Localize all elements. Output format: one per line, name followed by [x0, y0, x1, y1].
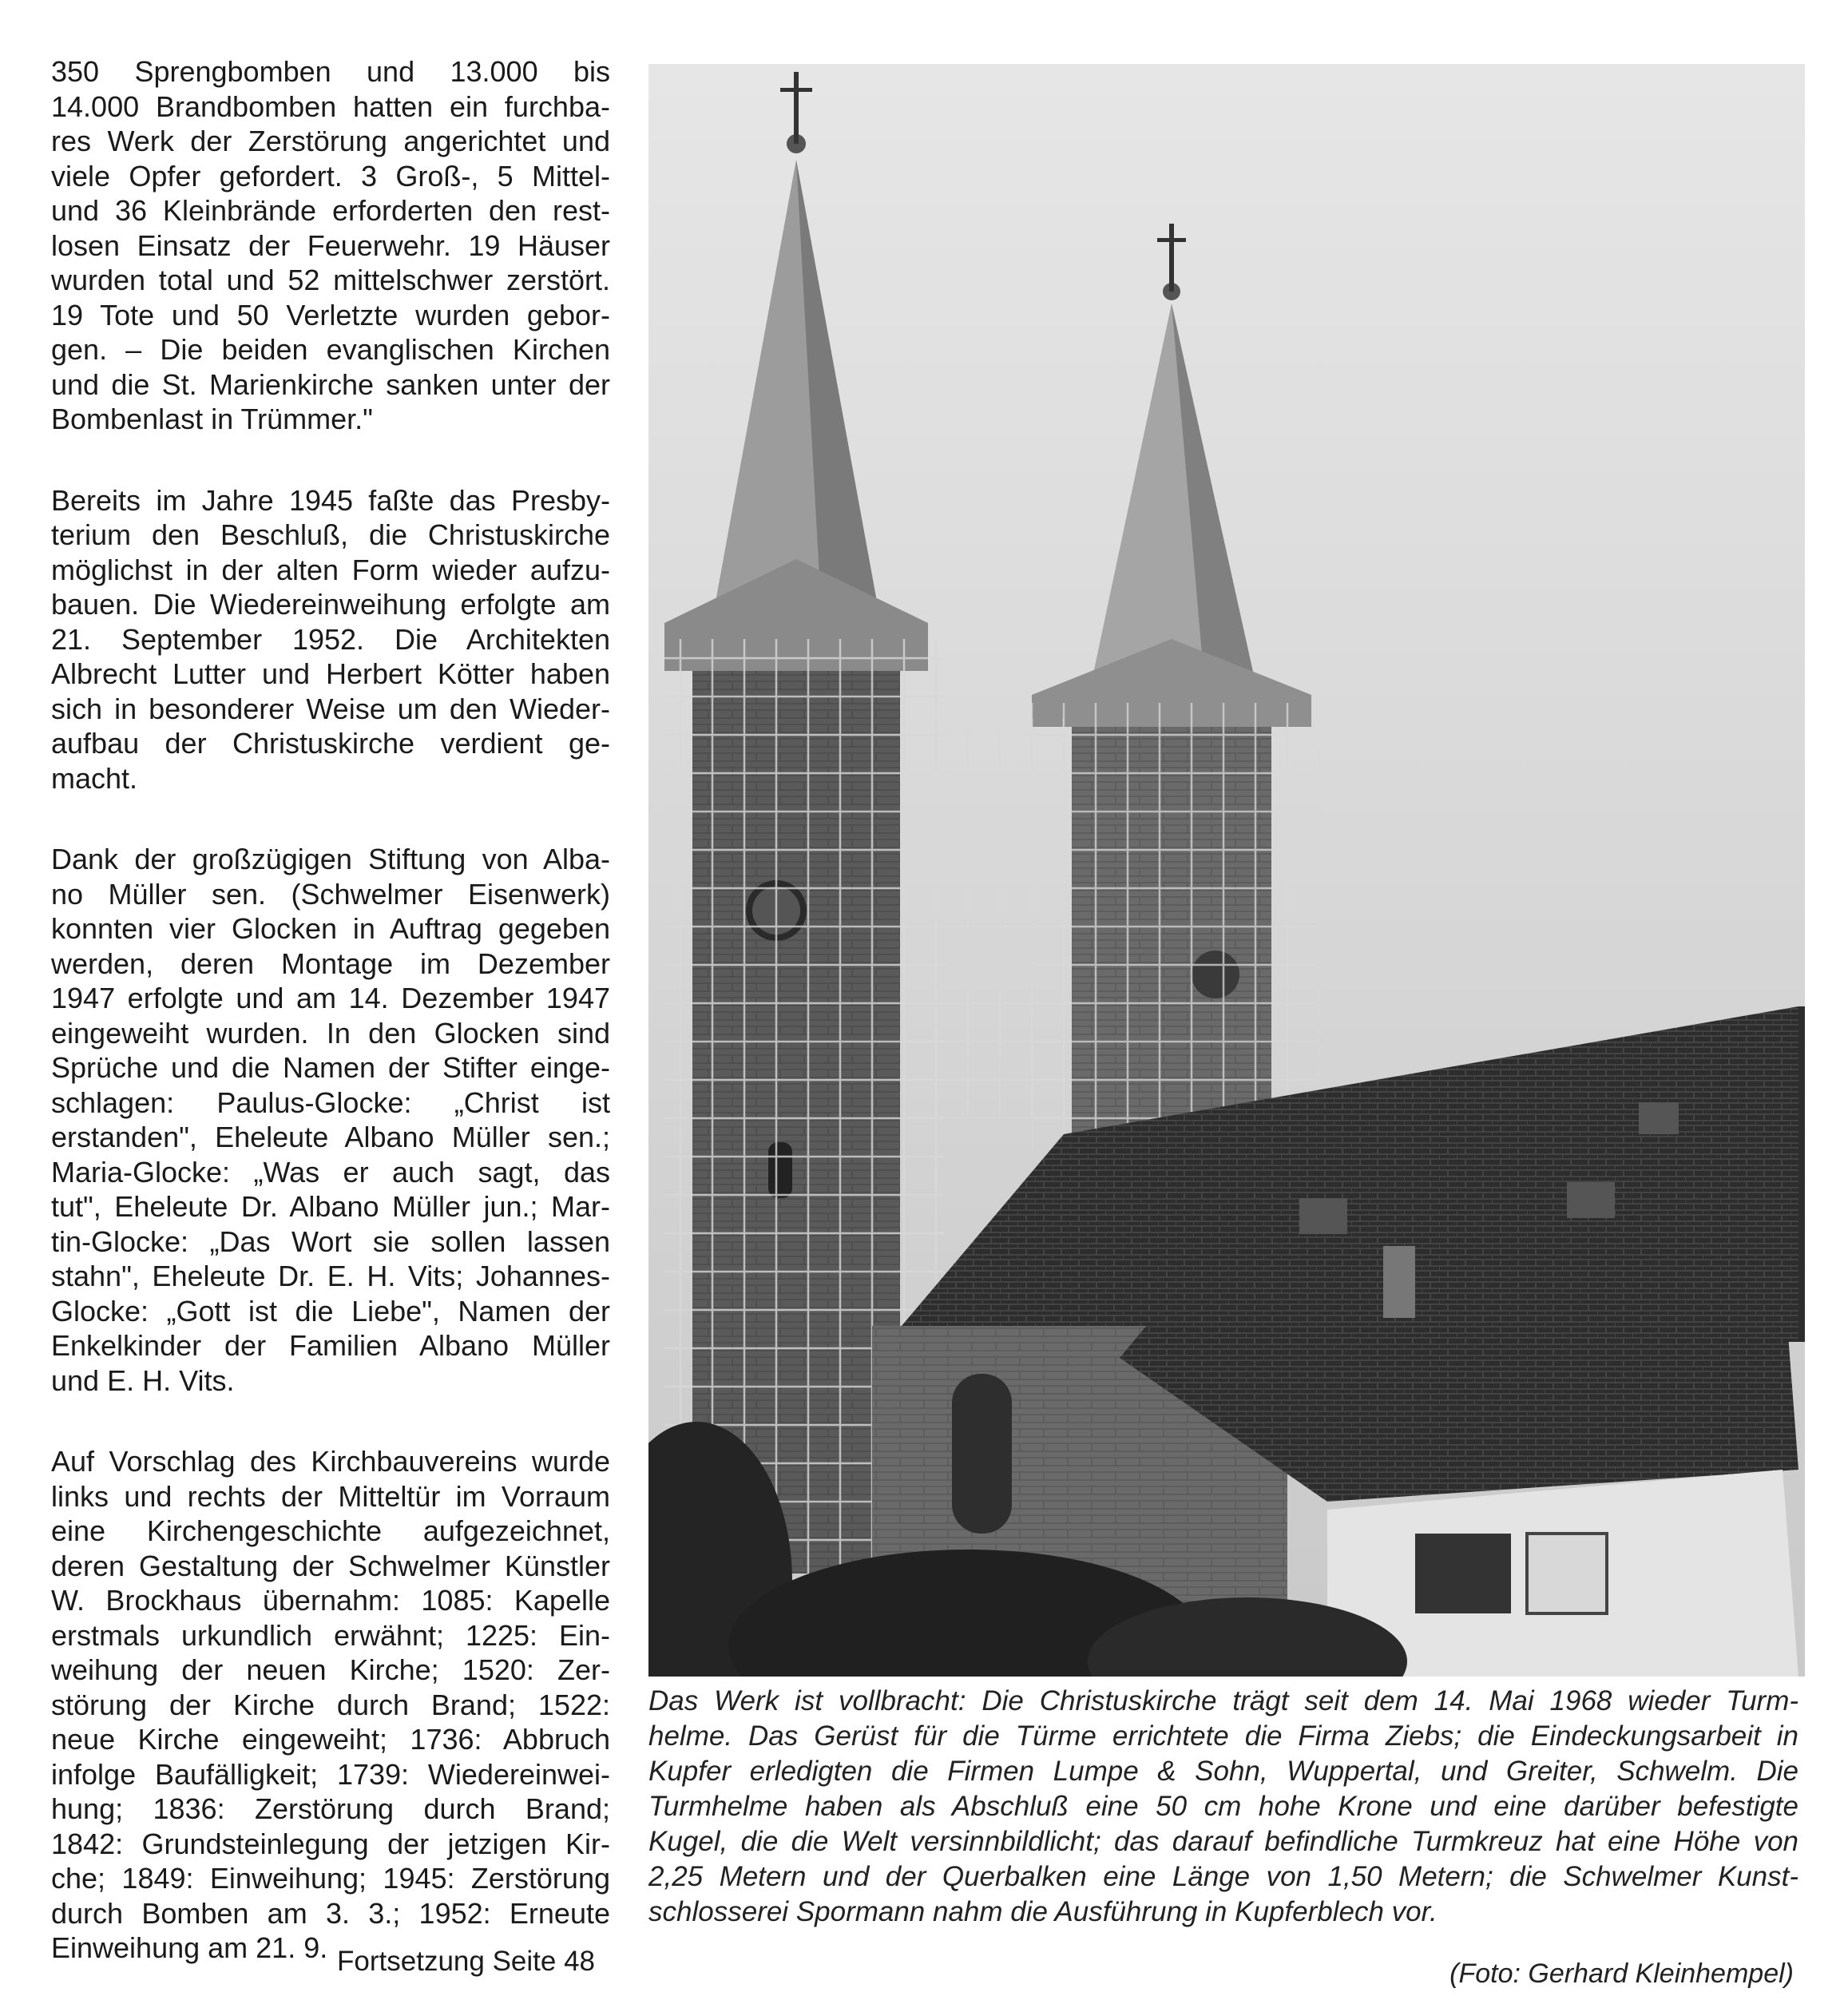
caption-line: 2,25 Metern und der Querbalken eine Länge von 1,50 Metern; die Schwelmer Kunst- [648, 1861, 1798, 1892]
text-line: macht. [51, 761, 138, 795]
text-line: W. Brockhaus übernahm: 1085: Kapelle [51, 1584, 610, 1617]
text-line: Auf Vorschlag des Kirchbauvereins wurde [51, 1445, 610, 1478]
article-text-column [51, 54, 610, 2012]
text-line: tut", Eheleute Dr. Albano Müller jun.; Mar- [51, 1190, 610, 1223]
text-line: no Müller sen. (Schwelmer Eisenwerk) [51, 877, 610, 911]
continuation-note: Fortsetzung Seite 48 [337, 1946, 595, 1977]
text-line: gen. – Die beiden evanglischen Kirchen [51, 333, 610, 366]
caption-line: Das Werk ist vollbracht: Die Christuskirche trägt seit dem 14. Mai 1968 wieder Turm- [648, 1685, 1798, 1716]
photo-caption [648, 1684, 1798, 1930]
text-line: störung der Kirche durch Brand; 1522: [51, 1688, 610, 1721]
text-line: links und rechts der Mitteltür im Vorraum [51, 1479, 610, 1513]
text-line: losen Einsatz der Feuerwehr. 19 Häuser [51, 228, 610, 262]
text-line: 19 Tote und 50 Verletzte wurden gebor- [51, 298, 610, 331]
text-line: che; 1849: Einweihung; 1945: Zerstörung [51, 1862, 610, 1895]
article-paragraph [51, 54, 610, 437]
caption-line: schlosserei Spormann nahm die Ausführung in Kupferblech vor. [648, 1896, 1438, 1927]
text-line: res Werk der Zerstörung angerichtet und [51, 125, 610, 157]
text-line: stahn", Eheleute Dr. E. H. Vits; Johannes- [51, 1260, 610, 1292]
text-line: werden, deren Montage im Dezember [51, 946, 610, 980]
text-line: erstanden", Eheleute Albano Müller sen.; [51, 1121, 610, 1153]
text-line: 350 Sprengbomben und 13.000 bis [51, 55, 610, 88]
text-line: terium den Beschluß, die Christuskirche [51, 518, 610, 551]
caption-line: Kugel, die die Welt versinnbildlicht; das darauf befindliche Turmkreuz hat eine Höhe von [648, 1826, 1798, 1857]
article-paragraph [51, 1444, 610, 1966]
text-line: durch Bomben am 3. 3.; 1952: Erneute [51, 1896, 610, 1930]
text-line: eine Kirchengeschichte aufgezeichnet, [51, 1514, 610, 1547]
text-line: Dank der großzügigen Stiftung von Alba- [51, 843, 610, 875]
text-line: Bereits im Jahre 1945 faßte das Presby- [51, 483, 610, 517]
text-line: Glocke: „Gott ist die Liebe", Namen der [51, 1294, 610, 1327]
article-paragraph [51, 483, 610, 796]
text-line: und die St. Marienkirche sanken unter der [51, 367, 610, 401]
text-line: Enkelkinder der Familien Albano Müller [51, 1329, 610, 1362]
text-line: 21. September 1952. Die Architekten [51, 622, 610, 656]
text-line: deren Gestaltung der Schwelmer Künstler [51, 1549, 610, 1582]
article-paragraph [51, 842, 610, 1398]
text-line: Albrecht Lutter und Herbert Kötter haben [51, 657, 610, 690]
church-photo [648, 64, 1805, 1677]
caption-line: Kupfer erledigten die Firmen Lumpe & Sohn, Wuppertal, und Greiter, Schwelm. Die [648, 1756, 1798, 1787]
text-line: aufbau der Christuskirche verdient ge- [51, 727, 610, 760]
text-line: und 36 Kleinbrände erforderten den rest- [51, 194, 610, 227]
text-line: Maria-Glocke: „Was er auch sagt, das [51, 1155, 610, 1189]
text-line: 1947 erfolgte und am 14. Dezember 1947 [51, 982, 610, 1014]
text-line: neue Kirche eingeweiht; 1736: Abbruch [51, 1723, 610, 1756]
text-line: infolge Baufälligkeit; 1739: Wiedereinwei- [51, 1757, 610, 1791]
text-line: Bombenlast in Trümmer." [51, 403, 373, 435]
text-line: 1842: Grundsteinlegung der jetzigen Kir- [51, 1827, 610, 1860]
text-line: eingeweiht wurden. In den Glocken sind [51, 1016, 610, 1050]
text-line: hung; 1836: Zerstörung durch Brand; [51, 1792, 610, 1825]
text-line: möglichst in der alten Form wieder aufzu- [51, 553, 610, 586]
caption-line: Turmhelme haben als Abschluß eine 50 cm hohe Krone und eine darüber befestigte [648, 1791, 1798, 1822]
text-line: 14.000 Brandbomben hatten ein furchba- [51, 89, 610, 123]
text-line: konnten vier Glocken in Auftrag gegeben [51, 912, 610, 945]
text-line: Einweihung am 21. 9. [51, 1931, 328, 1964]
text-line: wurden total und 52 mittelschwer zerstört. [51, 264, 610, 296]
text-line: erstmals urkundlich erwähnt; 1225: Ein- [51, 1618, 610, 1652]
text-line: viele Opfer gefordert. 3 Groß-, 5 Mittel- [51, 159, 610, 192]
photo-credit: (Foto: Gerhard Kleinhempel) [1449, 1958, 1794, 1989]
text-line: sich in besonderer Weise um den Wieder- [51, 692, 610, 725]
text-line: weihung der neuen Kirche; 1520: Zer- [51, 1653, 610, 1686]
text-line: bauen. Die Wiedereinweihung erfolgte am [51, 588, 610, 621]
caption-line: helme. Das Gerüst für die Türme errichtete die Firma Ziebs; die Eindeckungsarbeit in [648, 1720, 1798, 1752]
text-line: schlagen: Paulus-Glocke: „Christ ist [51, 1085, 610, 1119]
text-line: tin-Glocke: „Das Wort sie sollen lassen [51, 1224, 610, 1258]
text-line: und E. H. Vits. [51, 1363, 235, 1397]
text-line: Sprüche und die Namen der Stifter einge- [51, 1051, 610, 1084]
